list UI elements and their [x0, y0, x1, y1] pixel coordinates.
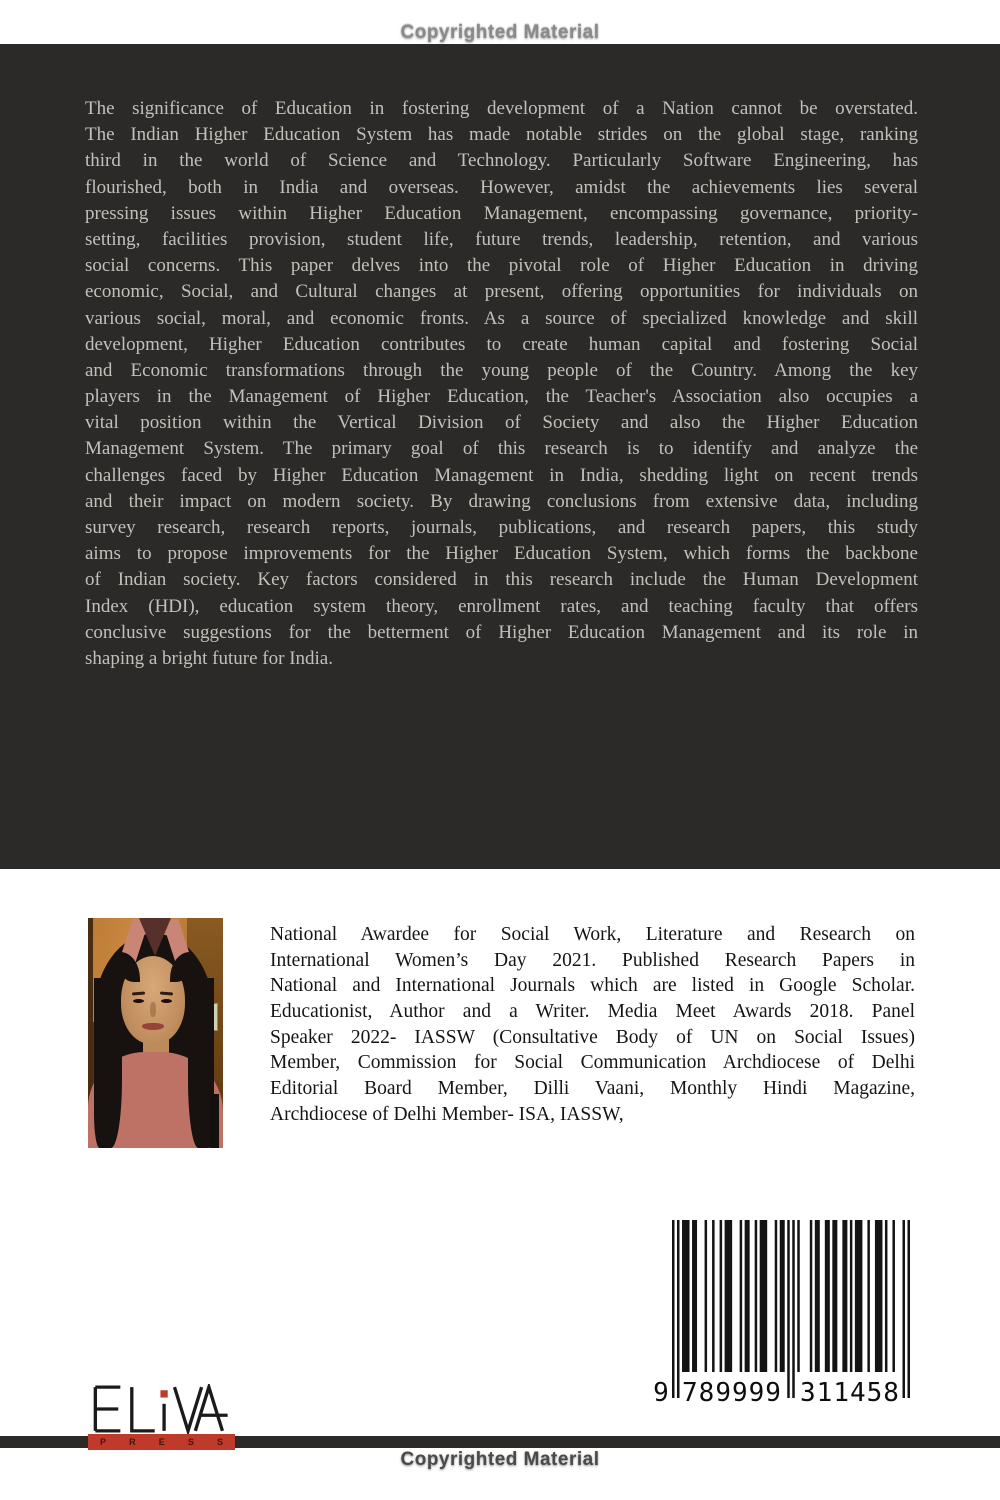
- author-lips: [142, 1023, 164, 1030]
- author-eye-left: [133, 999, 144, 1003]
- synopsis-line: aims to propose improvements for the Higher Education System, which forms the backbone: [85, 543, 918, 565]
- synopsis-line: of Indian society. Key factors considered in this research include the Human Development: [85, 569, 918, 591]
- author-bio-line: Archdiocese of Delhi Member- ISA, IASSW,: [270, 1103, 624, 1125]
- eliva-wordmark: [88, 1384, 236, 1434]
- author-bio-line: Member, Commission for Social Communication Archdiocese of Delhi: [270, 1052, 915, 1074]
- synopsis-line: pressing issues within Higher Education Management, encompassing governance, priority-: [85, 202, 918, 224]
- author-nose: [150, 1002, 156, 1017]
- synopsis-line: survey research, research reports, journals, publications, and research papers, this study: [85, 517, 918, 538]
- eliva-i-dot: [160, 1390, 167, 1397]
- press-band: [88, 1434, 235, 1450]
- eliva-letter-E: [95, 1387, 120, 1431]
- author-hair-left: [94, 978, 122, 1148]
- barcode-digit-group2: 311458: [798, 1378, 902, 1408]
- eliva-letter-L: [132, 1387, 155, 1431]
- synopsis-line: conclusive suggestions for the betterment of Higher Education Management and its role in: [85, 621, 918, 643]
- eliva-letter-i: [160, 1390, 167, 1431]
- top-copyright-notice: Copyrighted Material: [400, 22, 600, 43]
- synopsis-line: vital position within the Vertical Division of Society and also the Higher Education: [85, 412, 918, 434]
- synopsis-line: The Indian Higher Education System has made notable strides on the global stage, ranking: [85, 124, 918, 146]
- synopsis-line: flourished, both in India and overseas. However, amidst the achievements lies several: [85, 176, 918, 198]
- bottom-copyright-notice: Copyrighted Material: [400, 1449, 600, 1470]
- author-bio-line: International Women’s Day 2021. Published Research Papers in: [270, 949, 915, 971]
- synopsis-text: [85, 96, 918, 672]
- synopsis-line: Index (HDI), education system theory, enrollment rates, and teaching faculty that offers: [85, 595, 918, 617]
- synopsis-line: and their impact on modern society. By drawing conclusions from extensive data, including: [85, 490, 918, 512]
- press-letter: S: [216, 1437, 223, 1447]
- author-bio-line: Speaker 2022- IASSW (Consultative Body of UN on Social Issues): [270, 1026, 915, 1048]
- author-bio: [270, 922, 915, 1128]
- photo-chair-strap: [210, 1094, 219, 1148]
- press-letter: E: [158, 1437, 165, 1447]
- synopsis-line: The significance of Education in fostering development of a Nation cannot be overstated.: [85, 98, 918, 119]
- barcode-digit-left: 9: [653, 1378, 669, 1408]
- author-bio-line: Educationist, Author and a Writer. Media Meet Awards 2018. Panel: [270, 1001, 915, 1023]
- author-eye-right: [161, 999, 172, 1003]
- barcode-digit-group1: 789999: [680, 1378, 784, 1408]
- author-bio-line: National and International Journals which are listed in Google Scholar.: [270, 975, 915, 997]
- synopsis-line: third in the world of Science and Technology. Particularly Software Engineering, has: [85, 150, 918, 172]
- press-letter: S: [187, 1437, 194, 1447]
- synopsis-line: and Economic transformations through the young people of the Country. Among the key: [85, 359, 918, 381]
- synopsis-line: social concerns. This paper delves into the pivotal role of Higher Education in driving: [85, 255, 918, 277]
- author-bio-line: National Awardee for Social Work, Literature and Research on: [270, 924, 915, 945]
- author-photo: [88, 918, 223, 1148]
- synopsis-line: various social, moral, and economic fronts. As a source of specialized knowledge and skill: [85, 307, 918, 329]
- author-bio-line: Editorial Board Member, Dilli Vaani, Monthly Hindi Magazine,: [270, 1078, 915, 1100]
- press-letter: P: [100, 1437, 107, 1447]
- synopsis-line: shaping a bright future for India.: [85, 647, 333, 669]
- synopsis-line: economic, Social, and Cultural changes at present, offering opportunities for individuals on: [85, 281, 918, 303]
- synopsis-line: challenges faced by Higher Education Management in India, shedding light on recent trends: [85, 464, 918, 486]
- synopsis-line: development, Higher Education contributes to create human capital and fostering Social: [85, 333, 918, 355]
- synopsis-line: setting, facilities provision, student life, future trends, leadership, retention, and various: [85, 228, 918, 250]
- press-letter: R: [129, 1437, 136, 1447]
- barcode: [652, 1220, 914, 1408]
- synopsis-line: Management System. The primary goal of this research is to identify and analyze the: [85, 438, 918, 460]
- synopsis-line: players in the Management of Higher Education, the Teacher's Association also occupies a: [85, 386, 918, 408]
